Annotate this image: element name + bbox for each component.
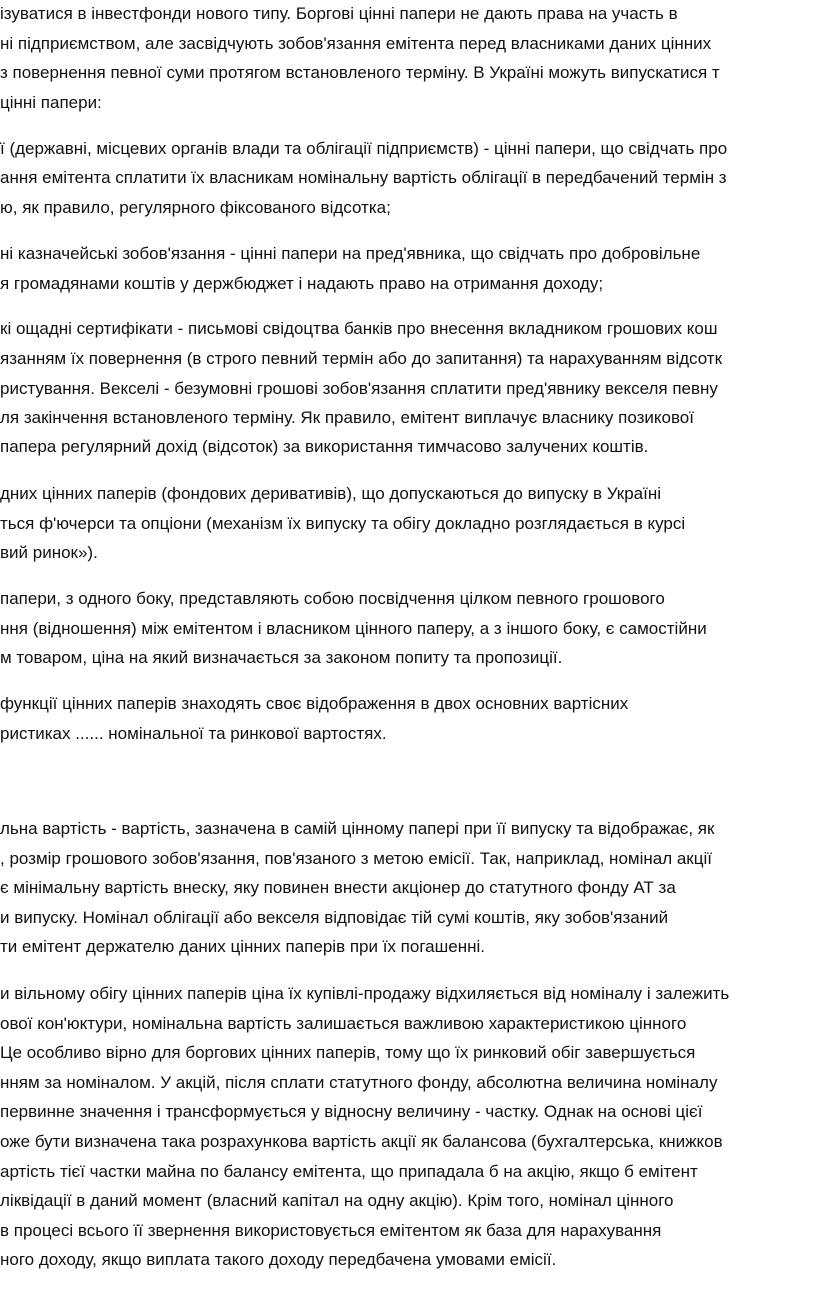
text-line: Це особливо вірно для боргових цінних паперів, тому що їх ринковий обіг завершується (0, 1043, 696, 1062)
text-line: ю, як правило, регулярного фіксованого відсотка; (0, 198, 391, 217)
text-line: ного доходу, якщо виплата такого доходу передбачена умовами емісії. (0, 1250, 557, 1269)
text-line: вий ринок»). (0, 543, 98, 562)
text-line: ти емітент держателю даних цінних паперів при їх погашенні. (0, 937, 485, 956)
text-line: ання емітента сплатити їх власникам номінальну вартість облігації в передбачений термін з (0, 168, 727, 187)
text-line: ля закінчення встановленого терміну. Як правило, емітент виплачує власнику позикової (0, 408, 694, 427)
text-line: ться ф'ючерси та опціони (механізм їх випуску та обігу докладно розглядається в курсі (0, 514, 686, 533)
text-line: первинне значення і трансформується у відносну величину - частку. Однак на основі цієї (0, 1102, 703, 1121)
text-line: ристиках ...... номінальної та ринкової вартостях. (0, 724, 387, 743)
text-line: папера регулярний дохід (відсоток) за використання тимчасово залучених коштів. (0, 437, 649, 456)
text-line: папери, з одного боку, представляють собою посвідчення цілком певного грошового (0, 589, 665, 608)
text-line: цінні папери: (0, 93, 102, 112)
text-line: и вільному обігу цінних паперів ціна їх купівлі-продажу відхиляється від номіналу і залежить (0, 984, 730, 1003)
text-line: кі ощадні сертифікати - письмові свідоцтва банків про внесення вкладником грошових кош (0, 319, 718, 338)
text-line: и випуску. Номінал облігації або векселя відповідає тій сумі коштів, яку зобов'язаний (0, 908, 669, 927)
text-line: нням за номіналом. У акцій, після сплати статутного фонду, абсолютна величина номіналу (0, 1073, 718, 1092)
text-line: оже бути визначена така розрахункова вартість акції як балансова (бухгалтерська, книжков (0, 1132, 723, 1151)
text-line: ї (державні, місцевих органів влади та облігації підприємств) - цінні папери, що свідчать про (0, 139, 728, 158)
text-line: ння (відношення) між емітентом і власником цінного паперу, а з іншого боку, є самостійни (0, 619, 707, 638)
text-line: з повернення певної суми протягом встановленого терміну. В Україні можуть випускатися т (0, 63, 720, 82)
text-line: ової кон'юктури, номінальна вартість залишається важливою характеристикою цінного (0, 1014, 687, 1033)
text-line: ні підприємством, але засвідчують зобов'язання емітента перед власниками даних цінних (0, 34, 712, 53)
text-line: ізуватися в інвестфонди нового типу. Боргові цінні папери не дають права на участь в (0, 4, 678, 23)
text-line: дних цінних паперів (фондових деривативів), що допускаються до випуску в Україні (0, 484, 662, 503)
text-line: льна вартість - вартість, зазначена в самій цінному папері при її випуску та відображає, як (0, 819, 715, 838)
text-line: є мінімальну вартість внеску, яку повинен внести акціонер до статутного фонду АТ за (0, 878, 676, 897)
text-line: язанням їх повернення (в строго певний термін або до запитання) та нарахуванням відсотк (0, 349, 723, 368)
text-line: я громадянами коштів у держбюджет і надають право на отримання доходу; (0, 274, 604, 293)
text-line: ні казначейські зобов'язання - цінні папери на пред'явника, що свідчать про добровільне (0, 244, 701, 263)
text-line: , розмір грошового зобов'язання, пов'язаного з метою емісії. Так, наприклад, номінал акції (0, 849, 712, 868)
text-line: артість тієї частки майна по балансу емітента, що припадала б на акцію, якщо б емітент (0, 1162, 698, 1181)
text-line: ліквідації в даний момент (власний капітал на одну акцію). Крім того, номінал цінного (0, 1191, 674, 1210)
text-line: ристування. Векселі - безумовні грошові зобов'язання сплатити пред'явнику векселя певну (0, 379, 718, 398)
text-line: м товаром, ціна на який визначається за законом попиту та пропозиції. (0, 648, 563, 667)
text-line: в процесі всього її звернення використовується емітентом як база для нарахування (0, 1221, 662, 1240)
text-line: функції цінних паперів знаходять своє відображення в двох основних вартісних (0, 694, 629, 713)
